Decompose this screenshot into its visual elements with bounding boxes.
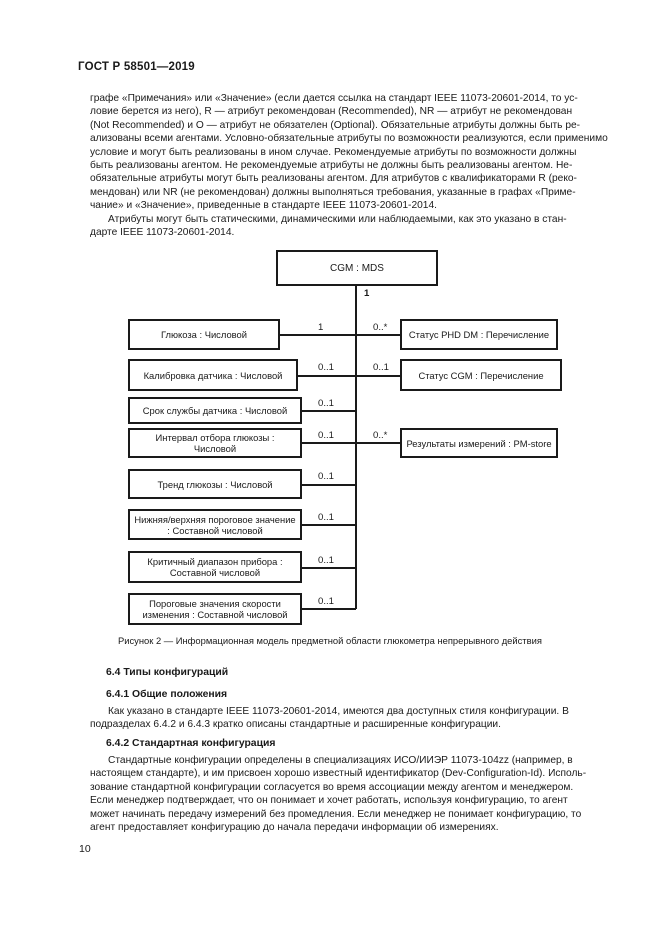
connector-line bbox=[302, 442, 356, 444]
root-box-cgm-mds: CGM : MDS bbox=[276, 250, 438, 286]
section-6-4-2-paragraph bbox=[90, 754, 612, 834]
figure-caption: Рисунок 2 — Информационная модель предметной области глюкометра непрерывного действия bbox=[118, 635, 542, 646]
intro-paragraph bbox=[90, 92, 612, 239]
attr-box-glucose-sampling-interval: Интервал отбора глюкозы : Числовой bbox=[128, 428, 302, 458]
attr-box-sensor-calibration: Калибровка датчика : Числовой bbox=[128, 359, 298, 391]
cardinality-label: 0..* bbox=[373, 322, 388, 333]
cardinality-label: 0..1 bbox=[318, 398, 335, 409]
connector-line bbox=[302, 567, 356, 569]
text-line: быть реализованы агентом. Не рекомендуемые атрибуты не должны быть реализованы агентом. Не- bbox=[90, 160, 573, 172]
cardinality-label: 0..1 bbox=[318, 430, 335, 441]
obj-box-pm-store: Результаты измерений : PM-store bbox=[400, 428, 558, 458]
text-line: зование стандартной конфигурации согласуется во время ассоциации между агентом и менеджером. bbox=[90, 781, 574, 793]
connector-line bbox=[280, 334, 356, 336]
connector-line bbox=[356, 334, 400, 336]
obj-box-cgm-status: Статус CGM : Перечисление bbox=[400, 359, 562, 391]
attr-box-glucose: Глюкоза : Числовой bbox=[128, 319, 280, 350]
attr-box-rate-of-change-thresholds: Пороговые значения скорости изменения : Составной числовой bbox=[128, 593, 302, 625]
cardinality-label: 0..1 bbox=[318, 471, 335, 482]
section-heading-6-4-1: 6.4.1 Общие положения bbox=[106, 689, 228, 700]
text-line: обязательные атрибуты могут быть реализованы агентом. Для атрибутов с квалификаторами R (реко- bbox=[90, 173, 577, 185]
text-line: (Not Recommended) и O — атрибут не обязателен (Optional). Обязательные атрибуты должны быть ре- bbox=[90, 119, 581, 131]
obj-box-phd-dm-status: Статус PHD DM : Перечисление bbox=[400, 319, 558, 350]
text-line: мендован) или NR (не рекомендован) должны выполняться требования, указанные в графах «Приме- bbox=[90, 186, 576, 198]
cardinality-label: 0..1 bbox=[318, 362, 335, 373]
text-line: Если менеджер подтверждает, что он понимает и хочет работать, используя конфигурацию, то агент bbox=[90, 795, 568, 807]
text-line: условие и могут быть реализованы в ином случае. Рекомендуемые атрибуты по возможности должны bbox=[90, 146, 577, 158]
attr-box-device-critical-range: Критичный диапазон прибора : Составной числовой bbox=[128, 551, 302, 583]
text-line: чание» и «Значение», приведенные в стандарте IEEE 11073-20601-2014. bbox=[90, 200, 437, 212]
attr-box-glucose-trend: Тренд глюкозы : Числовой bbox=[128, 469, 302, 499]
text-line: агент предоставляет конфигурацию до начала передачи информации об измерениях. bbox=[90, 822, 499, 834]
text-line: может начинать передачу измерений без промедления. Если менеджер не понимает конфигурацию, то bbox=[90, 808, 582, 820]
text-line: дарте IEEE 11073-20601-2014. bbox=[90, 227, 235, 239]
connector-line bbox=[298, 375, 356, 377]
text-line: ловие берется из него), R — атрибут рекомендован (Recommended), NR — атрибут не рекомендован bbox=[90, 106, 573, 118]
text-line: Как указано в стандарте IEEE 11073-20601-2014, имеются два доступных стиля конфигурации. В bbox=[108, 706, 569, 717]
cardinality-label: 0..1 bbox=[373, 362, 390, 373]
connector-line bbox=[302, 410, 356, 412]
text-line: ализованы всеми агентами. Условно-обязательные атрибуты по возможности реализуются, если применимо bbox=[90, 133, 608, 145]
section-heading-6-4: 6.4 Типы конфигураций bbox=[106, 667, 229, 678]
cardinality-label: 1 bbox=[318, 322, 324, 333]
connector-line bbox=[302, 484, 356, 486]
text-line: настоящем стандарте), и им присвоен хорошо известный идентификатор (Dev-Configuration-Id). Исполь- bbox=[90, 768, 587, 780]
cardinality-label: 0..1 bbox=[318, 596, 335, 607]
connector-line bbox=[302, 524, 356, 526]
page-number: 10 bbox=[79, 843, 91, 855]
text-line: подразделах 6.4.2 и 6.4.3 кратко описаны стандартные и расширенные конфигурации. bbox=[90, 719, 501, 731]
section-6-4-1-paragraph bbox=[90, 705, 612, 732]
connector-line bbox=[356, 375, 400, 377]
section-heading-6-4-2: 6.4.2 Стандартная конфигурация bbox=[106, 738, 276, 749]
connector-line bbox=[356, 442, 400, 444]
attr-box-sensor-lifetime: Срок службы датчика : Числовой bbox=[128, 397, 302, 424]
root-cardinality: 1 bbox=[364, 288, 370, 299]
document-id-header: ГОСТ Р 58501—2019 bbox=[78, 61, 195, 73]
cardinality-label: 0..* bbox=[373, 430, 388, 441]
connector-line bbox=[302, 608, 356, 610]
text-line: Стандартные конфигурации определены в специализациях ИСО/ИИЭР 11073-104zz (например, в bbox=[108, 755, 573, 766]
attr-box-threshold-values: Нижняя/верхняя пороговое значение : Составной числовой bbox=[128, 509, 302, 540]
text-line: графе «Примечания» или «Значение» (если дается ссылка на стандарт IEEE 11073-20601-2014, то ус- bbox=[90, 93, 578, 104]
cardinality-label: 0..1 bbox=[318, 512, 335, 523]
text-line: Атрибуты могут быть статическими, динамическими или наблюдаемыми, как это указано в стан- bbox=[108, 213, 567, 225]
cardinality-label: 0..1 bbox=[318, 555, 335, 566]
